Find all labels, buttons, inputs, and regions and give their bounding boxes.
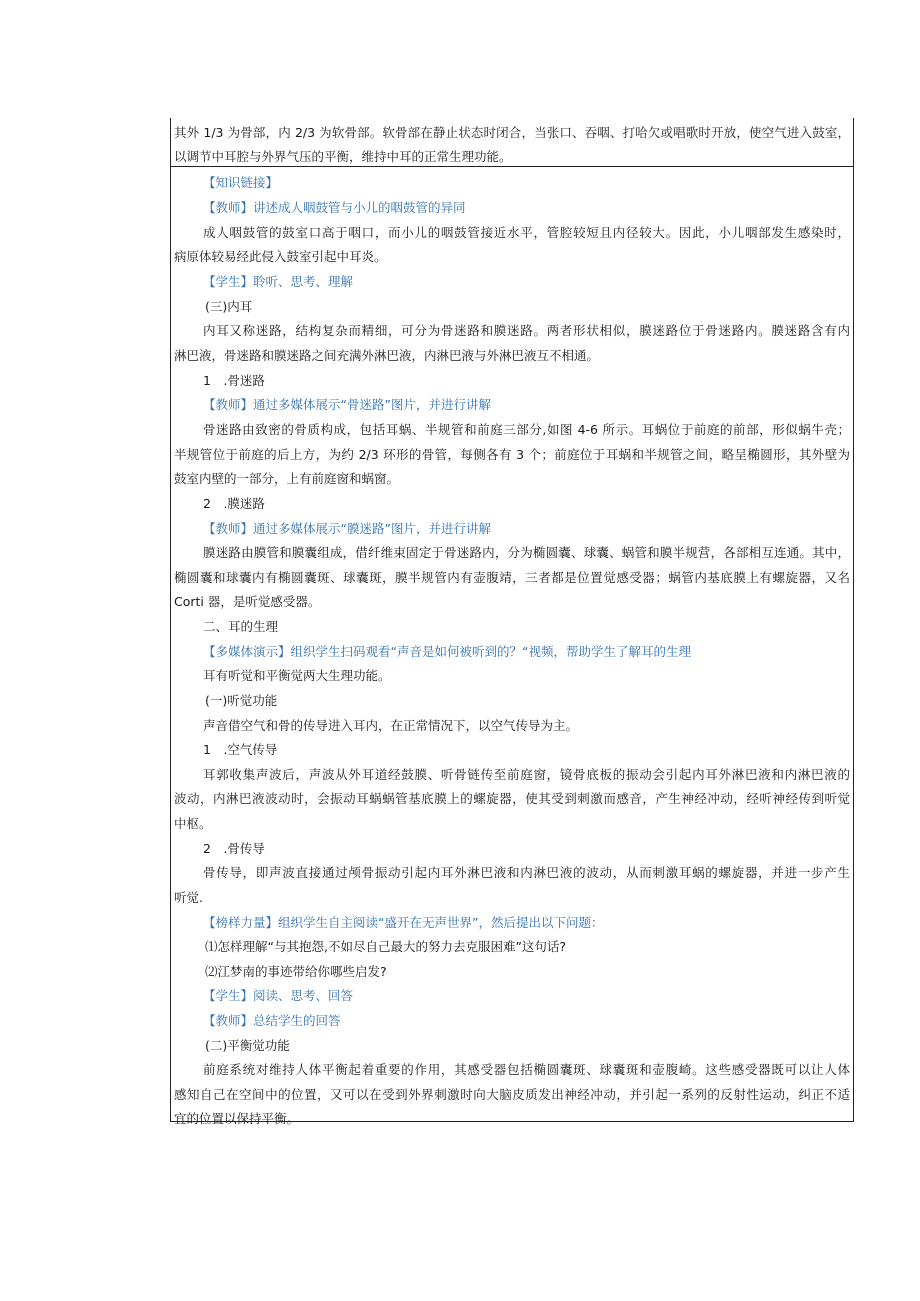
text-line: (三)内耳 — [205, 299, 253, 314]
text-line: 【教师】总结学生的回答 — [203, 1013, 341, 1028]
text-line: (二)平衡觉功能 — [205, 1038, 290, 1053]
text-line: 其外 1/3 为骨部，内 2/3 为软骨部。软骨部在静止状态时闭合，当张口、吞咽、打哈欠或唱歌时开放，使空气进入鼓室， — [174, 125, 850, 140]
text-line: 【教师】通过多媒体展示“骨迷路”图片，并进行讲解 — [203, 397, 491, 412]
text-line: 内耳又称迷路，结构复杂而精细，可分为骨迷路和膜迷路。两者形状相似，膜迷路位于骨迷路内。膜迷路含有内 — [203, 323, 850, 338]
text-line: 病原体较易经此侵入鼓室引起中耳炎。 — [174, 249, 387, 264]
text-line: 骨迷路由致密的骨质构成，包括耳蜗、半规管和前庭三部分,如图 4-6 所示。耳蜗位于前庭的前部，形似蜗牛壳； — [203, 422, 850, 437]
text-line: 膜迷路由膜管和膜囊组成，借纤维束固定于骨迷路内，分为椭圆囊、球囊、蜗管和膜半规营，各部相互连通。其中， — [203, 545, 850, 560]
text-line: 声音借空气和骨的传导进入耳内，在正常情况下，以空气传导为主。 — [203, 718, 579, 733]
text-line: 听觉. — [174, 890, 203, 905]
text-line: 【榜样力量】组织学生自主阅读“盛开在无声世界”，然后提出以下问题： — [203, 915, 604, 930]
text-line: 耳郭收集声波后，声波从外耳道经鼓膜、听骨链传至前庭窗，镜骨底板的振动会引起内耳外淋巴液和内淋巴液的 — [203, 767, 850, 782]
text-line: 1 .空气传导 — [203, 742, 278, 757]
text-line: 以调节中耳腔与外界气压的平衡，维持中耳的正常生理功能。 — [174, 149, 512, 164]
text-line: ⑴怎样理解“与其抱怨,不如尽自己最大的努力去克服困难”这句话? — [205, 939, 567, 954]
text-line: 2 .膜迷路 — [203, 496, 265, 511]
text-line: 椭圆囊和球囊内有椭圆囊斑、球囊斑，膜半规管内有壶腹靖，三者都是位置觉感受器；蜗管内基底膜上有螺旋器，又名 — [174, 570, 850, 585]
text-line: 【多媒体演示】组织学生扫码观看“声音是如何被听到的？“视频，帮助学生了解耳的生理 — [203, 644, 691, 659]
text-line: 1 .骨迷路 — [203, 373, 265, 388]
text-line: 【学生】阅读、思考、回答 — [203, 988, 354, 1003]
text-line: 【学生】聆听、思考、理解 — [203, 274, 354, 289]
text-line: 骨传导，即声波直接通过颅骨振动引起内耳外淋巴液和内淋巴液的波动，从而刺激耳蜗的螺旋器，并进一步产生 — [203, 865, 850, 880]
text-line: (一)听觉功能 — [205, 693, 278, 708]
text-line: 宜的位置以保持平衡。 — [174, 1111, 300, 1126]
text-line: 【教师】通过多媒体展示“膜迷路”图片，并进行讲解 — [203, 521, 491, 536]
row-divider — [171, 166, 853, 167]
text-line: 淋巴液，骨迷路和膜迷路之间充满外淋巴液，内淋巴液与外淋巴液互不相通。 — [174, 348, 600, 363]
text-line: 半规管位于前庭的后上方，为约 2/3 环形的骨管，每侧各有 3 个；前庭位于耳蜗和半规管之间，略呈椭圆形，其外壁为 — [174, 447, 850, 462]
text-line: 耳有听觉和平衡觉两大生理功能。 — [203, 668, 391, 683]
text-line: 前庭系统对维持人体平衡起着重要的作用，其感受器包括椭圆囊斑、球囊斑和壶腹崎。这些感受器既可以让人体 — [203, 1062, 850, 1077]
text-line: 【教师】讲述成人咽鼓管与小儿的咽鼓管的异同 — [203, 200, 466, 215]
text-line: 二、耳的生理 — [203, 619, 279, 634]
text-line: 2 .骨传导 — [203, 841, 265, 856]
text-line: 【知识链接】 — [203, 175, 279, 190]
document-table — [170, 118, 854, 1126]
text-line: 成人咽鼓管的鼓室口高于咽口，而小儿的咽鼓管接近水平，管腔较短且内径较大。因此，小儿咽部发生感染时， — [203, 225, 850, 240]
text-line: 感知自己在空间中的位置，又可以在受到外界刺激时向大脑皮质发出神经冲动，并引起一系列的反射性运动，纠正不适 — [174, 1087, 850, 1102]
text-line: 波动，内淋巴液波动时，会振动耳蜗蜗管基底膜上的螺旋器，使其受到刺激而感音，产生神经冲动，经听神经传到听觉 — [174, 791, 850, 806]
text-line: ⑵江梦南的事迹带给你哪些启发? — [205, 964, 387, 979]
text-line: 鼓室内壁的一部分，上有前庭窗和蜗窗。 — [174, 471, 400, 486]
text-line: 中枢。 — [174, 816, 212, 831]
text-line: Corti 器，是听觉感受器。 — [174, 594, 321, 609]
